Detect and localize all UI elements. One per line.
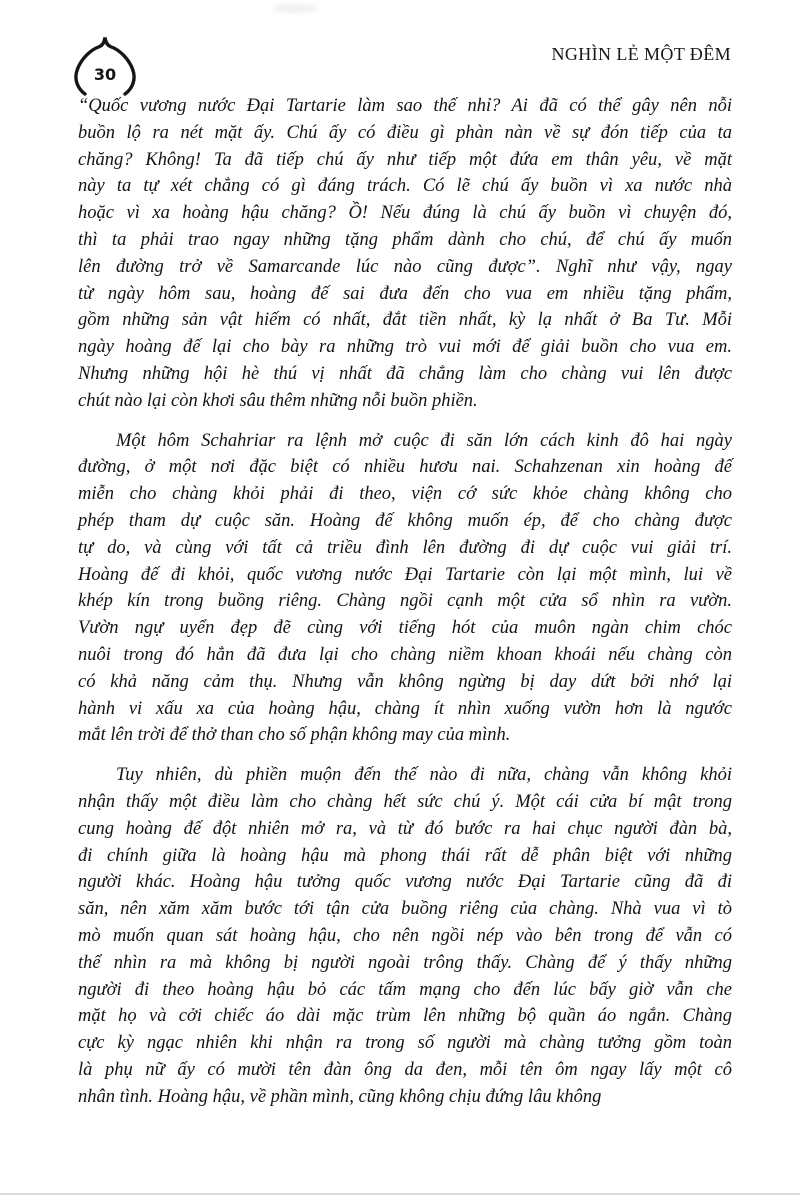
text-line: người khác. Hoàng hậu tưởng quốc vương nước Đại Tartarie cũng đã đi [78,872,732,893]
text-line: hoặc vì xa hoàng hậu chăng? Ồ! Nếu đúng là chú ấy buồn vì chuyện đó, [78,203,732,224]
text-line: buồn lộ ra nét mặt ấy. Chú ấy có điều gì phàn nàn về sự đón tiếp của ta [78,122,732,143]
text-line: là phụ nữ ấy có mười tên đàn ông da đen, mỗi tên ôm ngay lấy một cô [78,1059,732,1080]
text-line: cung hoàng đế đột nhiên mở ra, và từ đó bước ra hai chục người đàn bà, [78,818,732,839]
text-line: từ ngày hôm sau, hoàng đế sai đưa đến cho vua em nhiều tặng phẩm, [78,283,732,304]
page-number: 30 [93,65,117,84]
text-line: miễn cho chàng khỏi phải đi theo, viện cớ sức khỏe chàng không cho [78,484,732,505]
text-line: mắt lên trời để thở than cho số phận không may của mình. [78,725,511,746]
text-line: chút nào lại còn khơi sâu thêm những nỗi buồn phiền. [78,390,478,411]
text-line: Vườn ngự uyển đẹp đẽ cùng với tiếng hót của muôn ngàn chim chóc [78,618,732,639]
running-title: NGHÌN LẺ MỘT ĐÊM [551,44,731,64]
text-line: thể nhìn ra mà không bị người ngoài trông thấy. Chàng để ý thấy những [78,952,732,973]
text-line: “Quốc vương nước Đại Tartarie làm sao thế nhỉ? Ai đã có thể gây nên nỗi [78,96,732,116]
paragraph [78,93,732,415]
text-line: ngày hoàng đế lại cho bày ra những trò vui mới để giải buồn cho vua em. [78,337,732,358]
text-line: Tuy nhiên, dù phiền muộn đến thế nào đi nữa, chàng vẫn không khỏi [116,765,732,786]
text-line: Một hôm Schahriar ra lệnh mở cuộc đi săn lớn cách kinh đô hai ngày [116,430,732,451]
text-line: hành vi xấu xa của hoàng hậu, chàng ít nhìn xuống vườn hơn là ngước [78,698,732,719]
paragraph [78,428,732,750]
text-line: Hoàng đế đi khỏi, quốc vương nước Đại Tartarie còn lại một mình, lui về [78,564,732,585]
text-line: đi chính giữa là hoàng hậu mà phong thái rất dễ phân biệt với những [78,845,732,866]
page-number-ornament [72,36,138,98]
text-line: lên đường trở về Samarcande lúc nào cũng được”. Nghĩ như vậy, ngay [78,256,732,277]
text-line: mặt họ và cởi chiếc áo dài mặc trùm lên những bộ quần áo ngắn. Chàng [78,1006,732,1027]
page-header [0,0,800,96]
text-line: người đi theo hoàng hậu bỏ các tấm mạng cho đến lúc bấy giờ vẫn che [78,979,732,1000]
text-line: nhân tình. Hoàng hậu, về phần mình, cũng không chịu đứng lâu không [78,1086,602,1107]
paragraph [78,762,732,1110]
text-line: chăng? Không! Ta đã tiếp chú ấy như tiếp một đứa em thân yêu, về mặt [78,149,732,170]
text-line: phép tham dự cuộc săn. Hoàng đế không muốn ép, để cho chàng được [78,510,732,531]
text-line: tự do, và cùng với tất cả triều đình lên đường đi dự cuộc vui giải trí. [78,537,732,558]
text-line: cực kỳ ngạc nhiên khi nhận ra trong số người mà chàng tưởng gồm toàn [78,1033,732,1054]
text-line: nhận thấy một điều làm cho chàng hết sức chú ý. Một cái cửa bí mật trong [78,791,732,812]
text-line: thì ta phải trao ngay những tặng phẩm dành cho chú, để chú ấy muốn [78,229,732,250]
text-line: nuôi trong đó hẳn đã đưa lại cho chàng niềm khoan khoái nếu chàng còn [78,644,732,665]
text-line: Nhưng những hội hè thú vị nhất đã chẳng làm cho chàng vui lên được [78,363,732,384]
text-line: đường, ở một nơi đặc biệt có nhiều hươu nai. Schahzenan xin hoàng đế [78,457,732,478]
text-line: khép kín trong buồng riêng. Chàng ngồi cạnh một cửa sổ nhìn ra vườn. [78,591,732,612]
body-text [78,93,732,1110]
text-line: mò muốn quan sát hoàng hậu, cho nên ngồi nép vào bên trong để vẫn có [78,925,732,946]
text-line: này ta tự xét chẳng có gì đáng trách. Có lẽ chú ấy buồn vì xa nước nhà [78,176,732,197]
onion-dome-frame-icon [72,36,138,98]
text-line: săn, nên xăm xăm bước tới tận cửa buồng riêng của chàng. Nhà vua vì tò [78,899,732,920]
text-line: có khả năng cảm thụ. Nhưng vẫn không ngừng bị day dứt bởi nhớ lại [78,671,732,692]
text-line: gồm những sản vật hiếm có nhất, đắt tiền nhất, kỳ lạ nhất ở Ba Tư. Mỗi [78,310,732,331]
